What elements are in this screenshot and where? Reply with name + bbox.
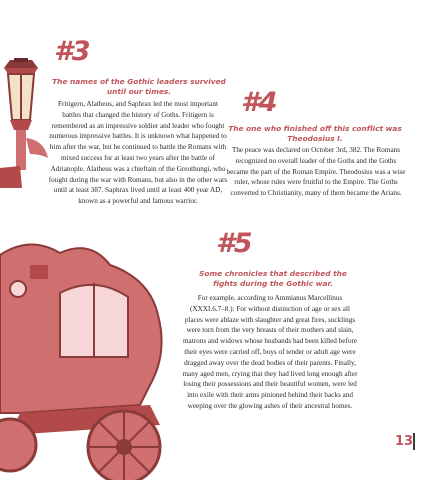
section-5-body: For example, according to Ammianus Marcellinus (XXXI.6.7–8.): For without distinction of age or sex all places were ablaze with slaughter and great fires, sucklings were torn from the very breasts of their mothers and slain, matrons and widows whose husbands had been killed before their eyes were carried off, boys of tender or adult age were dragged away over the dead bodies of their parents. Finally, many aged men, crying that they had lived long enough after losing their possessions and their beautiful women, were led into exile with their arms pinioned behind their backs and weeping over the glowing ashes of their ancestral homes. xyxy=(182,294,358,410)
page-number: 13 xyxy=(395,434,414,449)
section-4-number: #4 xyxy=(241,87,277,118)
section-4-subtitle: The one who finished off this conflict was Theodosius I. xyxy=(228,124,402,143)
carriage-illustration xyxy=(0,235,205,480)
section-5-number: #5 xyxy=(216,228,252,259)
section-3-body: Fritigern, Alatheus, and Saphrax led the most important battles that changed the history of Goths. Fritigern is remembered as an impressive soldier and leader who fought numerous impressive battles. It is unknown what happened to him after the war, but he continued to battle the Romans with mixed success for at least two years after the battle of Adrianople. Alatheus was a chieftain of the Greuthungi, who fought during the war with Romans, but also in the other wars until at least 387. Saphrax lived until at least 400 year AD, known as a powerful and famous warrior. xyxy=(48,100,228,206)
section-3-subtitle: The names of the Gothic leaders survived until our times. xyxy=(52,77,226,96)
section-4-body: The peace was declared on October 3rd, 382. The Romans recognized no overall leader of the Goths and the Goths became the part of the Roman Empire. Theodosius was a wise ruler, whose rules were fruitful to the Empire. The Goths converted to Christianity, many of them became the Arians. xyxy=(226,146,406,198)
section-3-number: #3 xyxy=(54,36,90,67)
page-number-divider xyxy=(413,433,415,450)
section-5-subtitle: Some chronicles that described the fights during the Gothic war. xyxy=(199,269,347,288)
lantern-illustration xyxy=(0,58,52,188)
